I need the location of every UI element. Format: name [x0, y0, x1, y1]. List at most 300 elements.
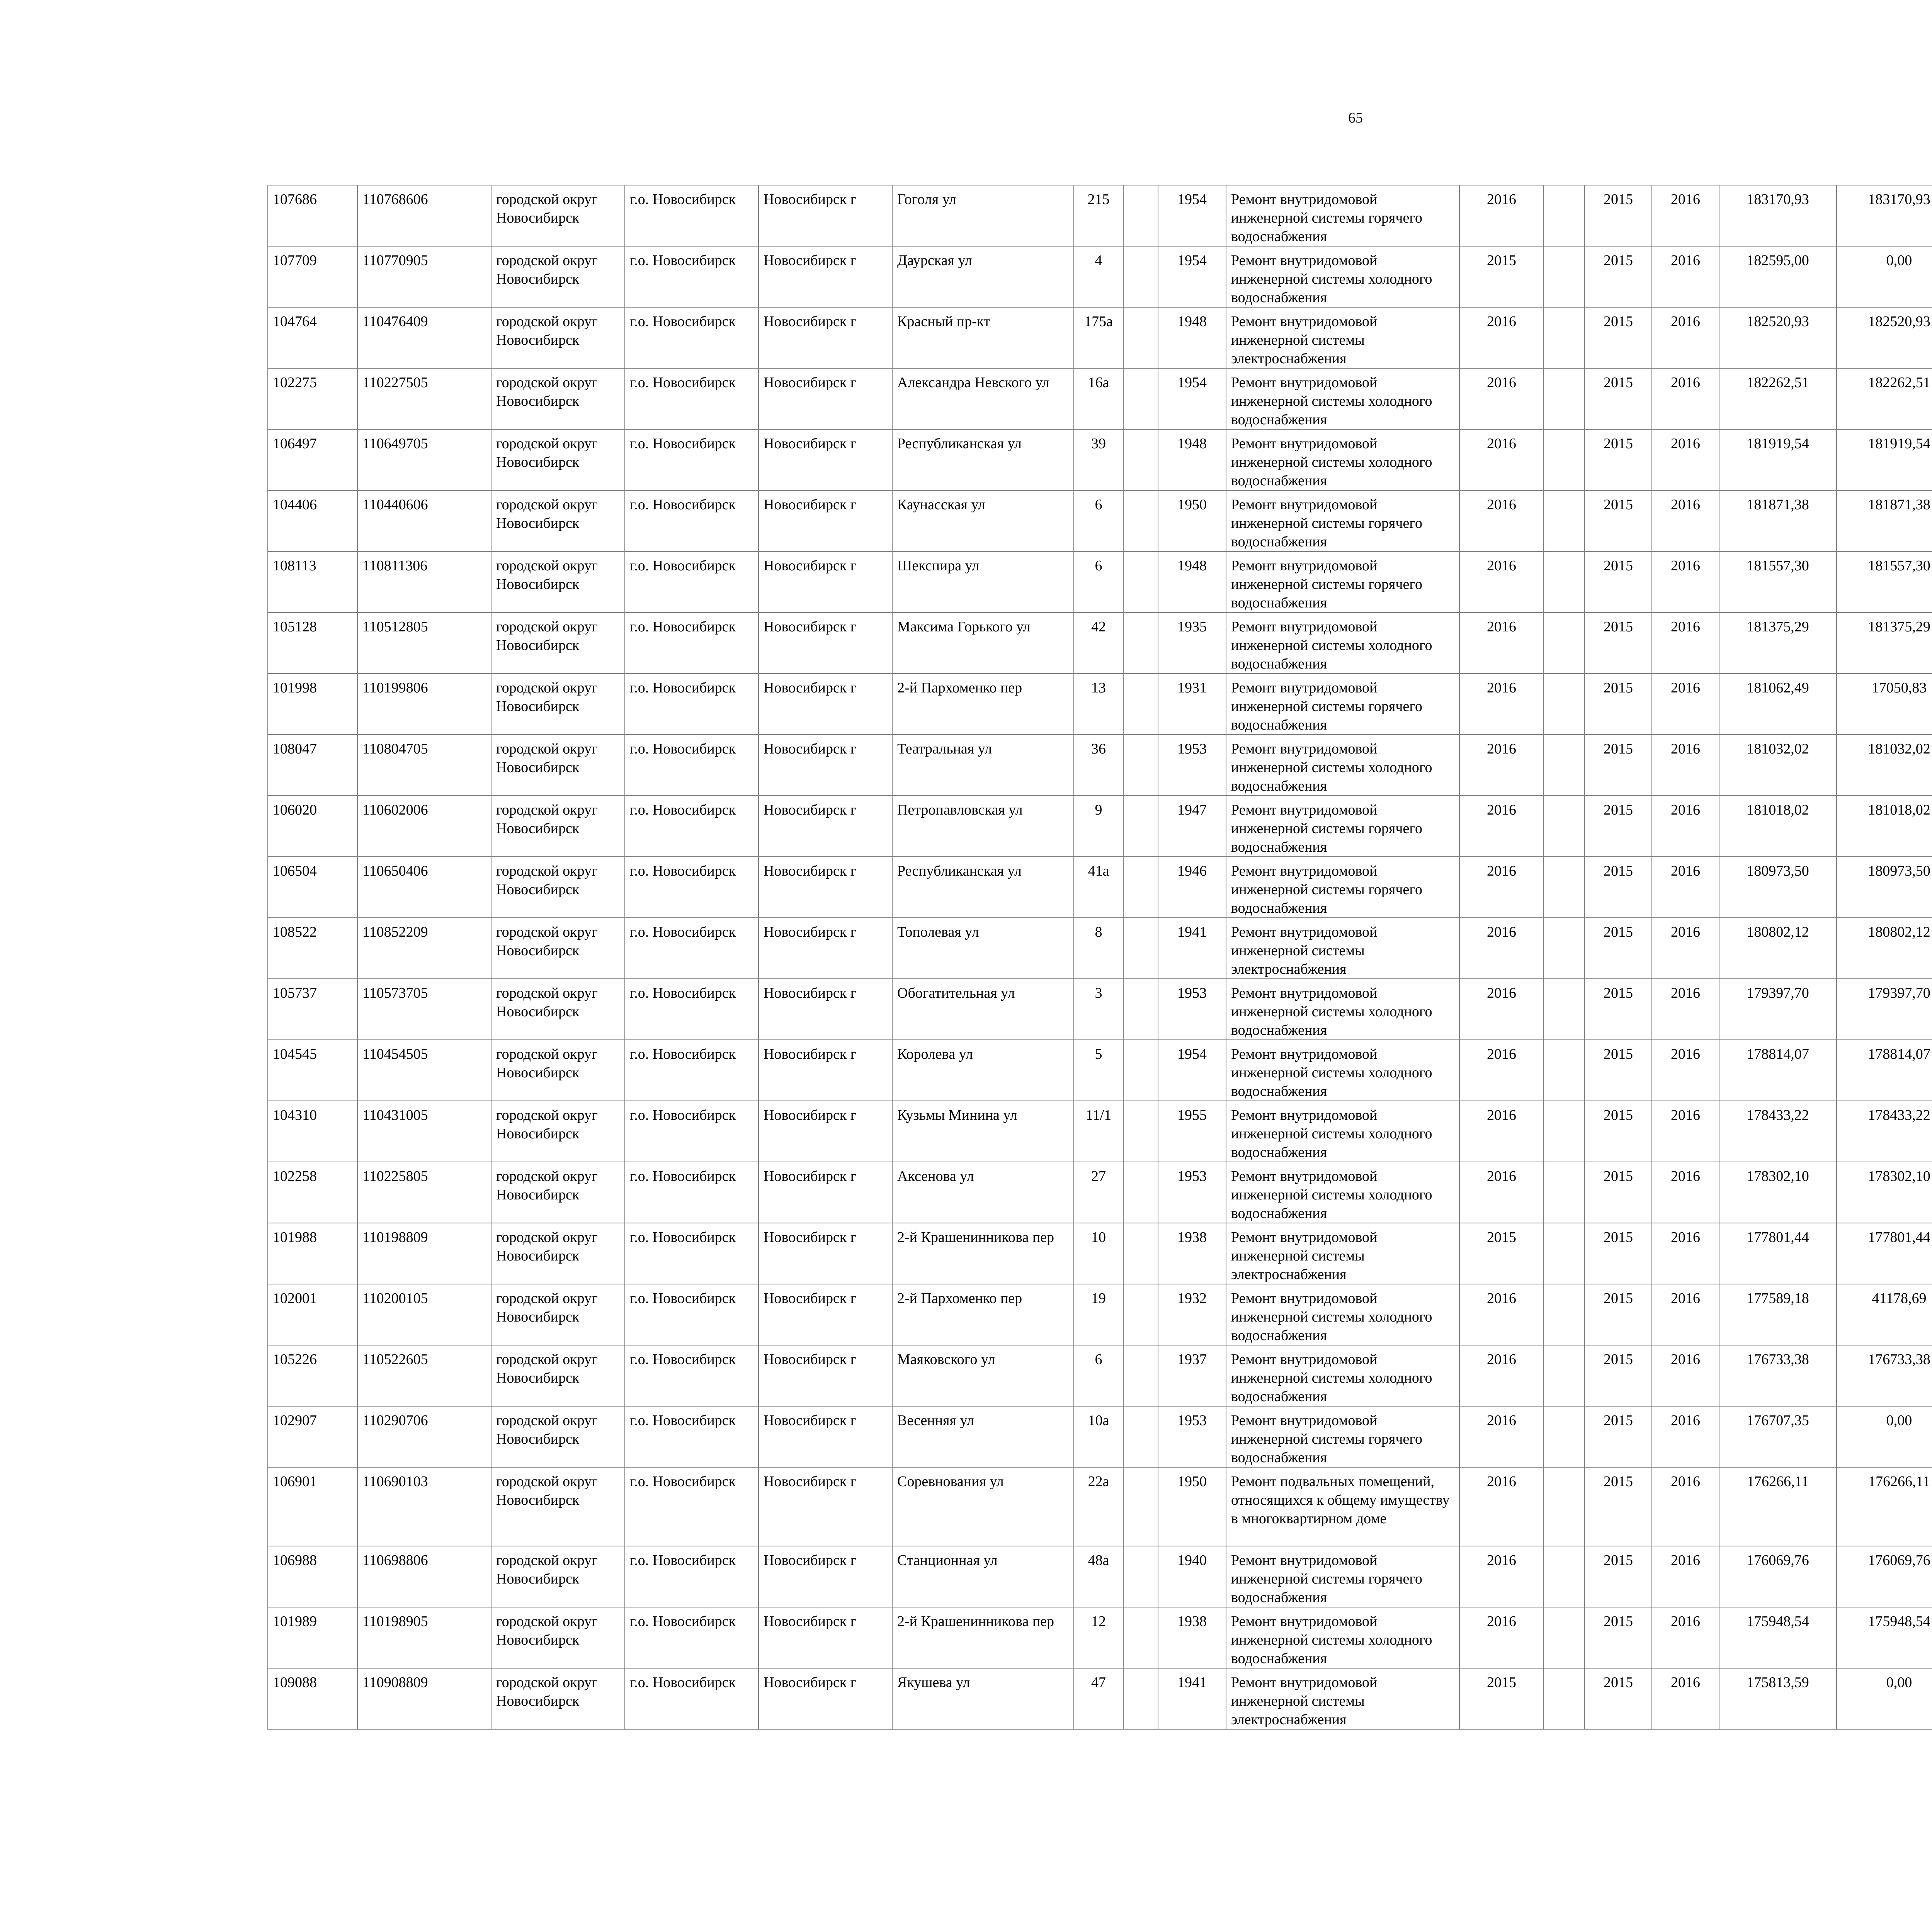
cell-fund-a: 177801,44	[1837, 1223, 1932, 1284]
cell-year-to: 2016	[1652, 796, 1719, 857]
cell-blank-column	[1123, 796, 1158, 857]
cell-total-cost: 176069,76	[1719, 1546, 1837, 1607]
cell-record-id: 107686	[268, 185, 357, 246]
cell-year-built: 1948	[1158, 307, 1226, 368]
cell-street: Республиканская ул	[892, 857, 1074, 918]
cell-year-to: 2016	[1652, 735, 1719, 796]
cell-work-type: Ремонт внутридомовой инженерной системы холодного водоснабжения	[1226, 612, 1459, 674]
cell-locality: Новосибирск г	[759, 1284, 892, 1345]
cell-locality: Новосибирск г	[759, 1546, 892, 1607]
cell-house-number: 22а	[1074, 1467, 1123, 1546]
cell-total-cost: 176707,35	[1719, 1406, 1837, 1467]
cell-house-code: 110440606	[357, 490, 491, 551]
table-row	[268, 612, 1932, 674]
cell-year-from: 2015	[1585, 1668, 1652, 1729]
cell-district: городской округ Новосибирск	[491, 307, 625, 368]
cell-house-number: 27	[1074, 1162, 1123, 1223]
cell-year-to: 2016	[1652, 918, 1719, 979]
cell-year-to: 2016	[1652, 551, 1719, 612]
cell-record-id: 102258	[268, 1162, 357, 1223]
cell-total-cost: 182520,93	[1719, 307, 1837, 368]
cell-fund-a: 179397,70	[1837, 979, 1932, 1040]
cell-district: городской округ Новосибирск	[491, 1345, 625, 1406]
cell-record-id: 108522	[268, 918, 357, 979]
cell-year-from: 2015	[1585, 185, 1652, 246]
cell-blank-column	[1123, 551, 1158, 612]
cell-blank-column	[1544, 551, 1585, 612]
table-row	[268, 857, 1932, 918]
cell-year-built: 1941	[1158, 1668, 1226, 1729]
cell-plan-year: 2016	[1459, 368, 1544, 429]
cell-municipality: г.о. Новосибирск	[625, 1040, 759, 1101]
cell-fund-a: 183170,93	[1837, 185, 1932, 246]
cell-district: городской округ Новосибирск	[491, 796, 625, 857]
cell-house-number: 16а	[1074, 368, 1123, 429]
cell-house-number: 41а	[1074, 857, 1123, 918]
cell-blank-column	[1544, 1223, 1585, 1284]
cell-district: городской округ Новосибирск	[491, 1223, 625, 1284]
cell-blank-column	[1123, 1406, 1158, 1467]
cell-blank-column	[1123, 307, 1158, 368]
cell-total-cost: 177589,18	[1719, 1284, 1837, 1345]
cell-fund-a: 17050,83	[1837, 674, 1932, 735]
cell-blank-column	[1123, 185, 1158, 246]
table-row	[268, 551, 1932, 612]
cell-record-id: 105128	[268, 612, 357, 674]
cell-fund-a: 181032,02	[1837, 735, 1932, 796]
cell-record-id: 108047	[268, 735, 357, 796]
cell-blank-column	[1544, 246, 1585, 307]
cell-year-built: 1954	[1158, 1040, 1226, 1101]
cell-year-to: 2016	[1652, 857, 1719, 918]
cell-municipality: г.о. Новосибирск	[625, 185, 759, 246]
cell-year-from: 2015	[1585, 307, 1652, 368]
cell-blank-column	[1544, 185, 1585, 246]
cell-municipality: г.о. Новосибирск	[625, 674, 759, 735]
cell-street: 2-й Крашенинникова пер	[892, 1607, 1074, 1668]
cell-year-from: 2015	[1585, 1284, 1652, 1345]
cell-house-number: 8	[1074, 918, 1123, 979]
cell-work-type: Ремонт внутридомовой инженерной системы электроснабжения	[1226, 307, 1459, 368]
cell-plan-year: 2016	[1459, 1467, 1544, 1546]
cell-locality: Новосибирск г	[759, 307, 892, 368]
cell-street: Маяковского ул	[892, 1345, 1074, 1406]
cell-street: Театральная ул	[892, 735, 1074, 796]
cell-street: Каунасская ул	[892, 490, 1074, 551]
cell-plan-year: 2016	[1459, 674, 1544, 735]
cell-year-to: 2016	[1652, 1162, 1719, 1223]
cell-year-from: 2015	[1585, 490, 1652, 551]
cell-blank-column	[1544, 1406, 1585, 1467]
cell-house-number: 47	[1074, 1668, 1123, 1729]
cell-house-number: 3	[1074, 979, 1123, 1040]
cell-year-from: 2015	[1585, 246, 1652, 307]
cell-blank-column	[1123, 1345, 1158, 1406]
table-row	[268, 185, 1932, 246]
cell-record-id: 106988	[268, 1546, 357, 1607]
cell-locality: Новосибирск г	[759, 1406, 892, 1467]
cell-work-type: Ремонт внутридомовой инженерной системы электроснабжения	[1226, 1223, 1459, 1284]
cell-district: городской округ Новосибирск	[491, 1162, 625, 1223]
cell-work-type: Ремонт внутридомовой инженерной системы холодного водоснабжения	[1226, 1101, 1459, 1162]
cell-fund-a: 182520,93	[1837, 307, 1932, 368]
cell-year-from: 2015	[1585, 735, 1652, 796]
cell-total-cost: 178814,07	[1719, 1040, 1837, 1101]
cell-total-cost: 181557,30	[1719, 551, 1837, 612]
cell-house-code: 110198905	[357, 1607, 491, 1668]
cell-house-number: 6	[1074, 1345, 1123, 1406]
cell-fund-a: 182262,51	[1837, 368, 1932, 429]
cell-year-built: 1953	[1158, 735, 1226, 796]
cell-locality: Новосибирск г	[759, 612, 892, 674]
cell-year-from: 2015	[1585, 1162, 1652, 1223]
cell-fund-a: 178302,10	[1837, 1162, 1932, 1223]
cell-total-cost: 176733,38	[1719, 1345, 1837, 1406]
cell-municipality: г.о. Новосибирск	[625, 307, 759, 368]
cell-house-number: 42	[1074, 612, 1123, 674]
cell-municipality: г.о. Новосибирск	[625, 1284, 759, 1345]
cell-year-to: 2016	[1652, 1345, 1719, 1406]
cell-fund-a: 181375,29	[1837, 612, 1932, 674]
cell-record-id: 101998	[268, 674, 357, 735]
cell-district: городской округ Новосибирск	[491, 551, 625, 612]
cell-locality: Новосибирск г	[759, 1467, 892, 1546]
cell-street: 2-й Пархоменко пер	[892, 1284, 1074, 1345]
cell-locality: Новосибирск г	[759, 246, 892, 307]
cell-plan-year: 2016	[1459, 857, 1544, 918]
cell-work-type: Ремонт внутридомовой инженерной системы горячего водоснабжения	[1226, 551, 1459, 612]
cell-street: Весенняя ул	[892, 1406, 1074, 1467]
cell-year-to: 2016	[1652, 1101, 1719, 1162]
cell-locality: Новосибирск г	[759, 1040, 892, 1101]
cell-house-code: 110522605	[357, 1345, 491, 1406]
cell-house-number: 5	[1074, 1040, 1123, 1101]
cell-municipality: г.о. Новосибирск	[625, 796, 759, 857]
cell-house-number: 10	[1074, 1223, 1123, 1284]
cell-municipality: г.о. Новосибирск	[625, 1162, 759, 1223]
cell-municipality: г.о. Новосибирск	[625, 918, 759, 979]
cell-locality: Новосибирск г	[759, 1607, 892, 1668]
cell-year-from: 2015	[1585, 857, 1652, 918]
cell-record-id: 109088	[268, 1668, 357, 1729]
cell-year-built: 1948	[1158, 429, 1226, 490]
table-row	[268, 1467, 1932, 1546]
cell-record-id: 106497	[268, 429, 357, 490]
cell-blank-column	[1544, 490, 1585, 551]
cell-work-type: Ремонт внутридомовой инженерной системы холодного водоснабжения	[1226, 1284, 1459, 1345]
cell-house-code: 110290706	[357, 1406, 491, 1467]
cell-house-code: 110198809	[357, 1223, 491, 1284]
cell-district: городской округ Новосибирск	[491, 429, 625, 490]
cell-blank-column	[1123, 857, 1158, 918]
cell-district: городской округ Новосибирск	[491, 857, 625, 918]
cell-record-id: 104545	[268, 1040, 357, 1101]
cell-plan-year: 2016	[1459, 1040, 1544, 1101]
cell-blank-column	[1544, 1040, 1585, 1101]
cell-total-cost: 181919,54	[1719, 429, 1837, 490]
cell-record-id: 106020	[268, 796, 357, 857]
cell-fund-a: 176069,76	[1837, 1546, 1932, 1607]
cell-work-type: Ремонт внутридомовой инженерной системы горячего водоснабжения	[1226, 185, 1459, 246]
cell-blank-column	[1544, 612, 1585, 674]
table-row	[268, 918, 1932, 979]
cell-street: 2-й Крашенинникова пер	[892, 1223, 1074, 1284]
cell-plan-year: 2016	[1459, 490, 1544, 551]
cell-year-to: 2016	[1652, 307, 1719, 368]
table-row	[268, 1040, 1932, 1101]
cell-locality: Новосибирск г	[759, 1345, 892, 1406]
cell-year-to: 2016	[1652, 1467, 1719, 1546]
cell-year-from: 2015	[1585, 1040, 1652, 1101]
cell-blank-column	[1123, 368, 1158, 429]
cell-fund-a: 176733,38	[1837, 1345, 1932, 1406]
cell-house-code: 110770905	[357, 246, 491, 307]
cell-locality: Новосибирск г	[759, 1162, 892, 1223]
cell-house-number: 6	[1074, 490, 1123, 551]
cell-total-cost: 180973,50	[1719, 857, 1837, 918]
cell-locality: Новосибирск г	[759, 1668, 892, 1729]
cell-blank-column	[1123, 735, 1158, 796]
cell-house-code: 110573705	[357, 979, 491, 1040]
cell-house-number: 48а	[1074, 1546, 1123, 1607]
cell-blank-column	[1123, 490, 1158, 551]
cell-year-to: 2016	[1652, 979, 1719, 1040]
cell-blank-column	[1544, 918, 1585, 979]
cell-year-built: 1954	[1158, 185, 1226, 246]
table-row	[268, 1546, 1932, 1607]
cell-house-code: 110768606	[357, 185, 491, 246]
cell-house-code: 110602006	[357, 796, 491, 857]
cell-district: городской округ Новосибирск	[491, 1101, 625, 1162]
cell-street: Александра Невского ул	[892, 368, 1074, 429]
cell-street: Станционная ул	[892, 1546, 1074, 1607]
cell-fund-a: 181557,30	[1837, 551, 1932, 612]
cell-district: городской округ Новосибирск	[491, 185, 625, 246]
table-row	[268, 1345, 1932, 1406]
cell-municipality: г.о. Новосибирск	[625, 1668, 759, 1729]
cell-total-cost: 175948,54	[1719, 1607, 1837, 1668]
cell-blank-column	[1544, 1101, 1585, 1162]
cell-blank-column	[1544, 735, 1585, 796]
cell-plan-year: 2016	[1459, 979, 1544, 1040]
cell-municipality: г.о. Новосибирск	[625, 1406, 759, 1467]
table-row	[268, 1223, 1932, 1284]
cell-district: городской округ Новосибирск	[491, 368, 625, 429]
cell-house-number: 6	[1074, 551, 1123, 612]
cell-record-id: 104764	[268, 307, 357, 368]
cell-district: городской округ Новосибирск	[491, 1467, 625, 1546]
cell-total-cost: 181018,02	[1719, 796, 1837, 857]
cell-house-code: 110200105	[357, 1284, 491, 1345]
cell-blank-column	[1123, 1607, 1158, 1668]
cell-blank-column	[1123, 1101, 1158, 1162]
cell-fund-a: 176266,11	[1837, 1467, 1932, 1546]
cell-year-from: 2015	[1585, 1223, 1652, 1284]
cell-total-cost: 179397,70	[1719, 979, 1837, 1040]
cell-district: городской округ Новосибирск	[491, 612, 625, 674]
cell-plan-year: 2015	[1459, 246, 1544, 307]
cell-year-from: 2015	[1585, 1607, 1652, 1668]
cell-plan-year: 2015	[1459, 1668, 1544, 1729]
cell-work-type: Ремонт внутридомовой инженерной системы холодного водоснабжения	[1226, 1040, 1459, 1101]
cell-total-cost: 178433,22	[1719, 1101, 1837, 1162]
cell-street: Обогатительная ул	[892, 979, 1074, 1040]
table-row	[268, 246, 1932, 307]
cell-plan-year: 2016	[1459, 1406, 1544, 1467]
cell-municipality: г.о. Новосибирск	[625, 735, 759, 796]
cell-locality: Новосибирск г	[759, 918, 892, 979]
cell-work-type: Ремонт подвальных помещений, относящихся к общему имуществу в многоквартирном доме	[1226, 1467, 1459, 1546]
cell-blank-column	[1544, 1607, 1585, 1668]
cell-work-type: Ремонт внутридомовой инженерной системы холодного водоснабжения	[1226, 368, 1459, 429]
cell-year-from: 2015	[1585, 1546, 1652, 1607]
cell-fund-a: 0,00	[1837, 246, 1932, 307]
cell-locality: Новосибирск г	[759, 429, 892, 490]
cell-house-code: 110227505	[357, 368, 491, 429]
cell-record-id: 102001	[268, 1284, 357, 1345]
cell-year-to: 2016	[1652, 246, 1719, 307]
cell-year-from: 2015	[1585, 918, 1652, 979]
cell-house-code: 110698806	[357, 1546, 491, 1607]
cell-house-number: 36	[1074, 735, 1123, 796]
cell-blank-column	[1544, 368, 1585, 429]
table-row	[268, 1101, 1932, 1162]
cell-district: городской округ Новосибирск	[491, 246, 625, 307]
cell-house-number: 39	[1074, 429, 1123, 490]
cell-house-code: 110649705	[357, 429, 491, 490]
cell-total-cost: 177801,44	[1719, 1223, 1837, 1284]
cell-plan-year: 2016	[1459, 429, 1544, 490]
cell-house-code: 110690103	[357, 1467, 491, 1546]
cell-plan-year: 2016	[1459, 1284, 1544, 1345]
cell-fund-a: 181871,38	[1837, 490, 1932, 551]
cell-year-to: 2016	[1652, 1607, 1719, 1668]
cell-district: городской округ Новосибирск	[491, 1668, 625, 1729]
cell-blank-column	[1123, 1467, 1158, 1546]
cell-blank-column	[1123, 612, 1158, 674]
cell-house-code: 110811306	[357, 551, 491, 612]
cell-year-built: 1950	[1158, 490, 1226, 551]
cell-street: Тополевая ул	[892, 918, 1074, 979]
cell-year-built: 1931	[1158, 674, 1226, 735]
cell-total-cost: 182262,51	[1719, 368, 1837, 429]
cell-year-built: 1940	[1158, 1546, 1226, 1607]
cell-street: Красный пр-кт	[892, 307, 1074, 368]
cell-blank-column	[1544, 796, 1585, 857]
table-row	[268, 979, 1932, 1040]
cell-year-from: 2015	[1585, 1406, 1652, 1467]
cell-plan-year: 2016	[1459, 796, 1544, 857]
cell-year-built: 1946	[1158, 857, 1226, 918]
table-row	[268, 796, 1932, 857]
cell-year-to: 2016	[1652, 429, 1719, 490]
cell-total-cost: 176266,11	[1719, 1467, 1837, 1546]
cell-year-from: 2015	[1585, 1101, 1652, 1162]
table-row	[268, 1284, 1932, 1345]
table-row	[268, 307, 1932, 368]
cell-year-to: 2016	[1652, 1406, 1719, 1467]
cell-district: городской округ Новосибирск	[491, 1406, 625, 1467]
cell-municipality: г.о. Новосибирск	[625, 1607, 759, 1668]
cell-blank-column	[1544, 307, 1585, 368]
cell-record-id: 104406	[268, 490, 357, 551]
cell-street: Петропавловская ул	[892, 796, 1074, 857]
cell-record-id: 106504	[268, 857, 357, 918]
cell-work-type: Ремонт внутридомовой инженерной системы холодного водоснабжения	[1226, 429, 1459, 490]
cell-locality: Новосибирск г	[759, 490, 892, 551]
table-row	[268, 490, 1932, 551]
cell-year-to: 2016	[1652, 612, 1719, 674]
cell-year-to: 2016	[1652, 490, 1719, 551]
cell-blank-column	[1544, 1467, 1585, 1546]
cell-record-id: 102907	[268, 1406, 357, 1467]
cell-municipality: г.о. Новосибирск	[625, 246, 759, 307]
cell-year-from: 2015	[1585, 979, 1652, 1040]
cell-municipality: г.о. Новосибирск	[625, 1345, 759, 1406]
cell-locality: Новосибирск г	[759, 796, 892, 857]
cell-year-from: 2015	[1585, 1467, 1652, 1546]
cell-house-number: 11/1	[1074, 1101, 1123, 1162]
cell-record-id: 104310	[268, 1101, 357, 1162]
cell-blank-column	[1123, 674, 1158, 735]
cell-house-code: 110431005	[357, 1101, 491, 1162]
cell-fund-a: 181919,54	[1837, 429, 1932, 490]
cell-record-id: 101989	[268, 1607, 357, 1668]
register-body	[268, 185, 1932, 1729]
cell-fund-a: 180802,12	[1837, 918, 1932, 979]
cell-total-cost: 175813,59	[1719, 1668, 1837, 1729]
cell-fund-a: 178433,22	[1837, 1101, 1932, 1162]
cell-plan-year: 2016	[1459, 612, 1544, 674]
cell-street: Республиканская ул	[892, 429, 1074, 490]
cell-house-code: 110804705	[357, 735, 491, 796]
cell-municipality: г.о. Новосибирск	[625, 490, 759, 551]
cell-house-number: 19	[1074, 1284, 1123, 1345]
cell-blank-column	[1544, 674, 1585, 735]
cell-locality: Новосибирск г	[759, 735, 892, 796]
cell-year-to: 2016	[1652, 185, 1719, 246]
cell-work-type: Ремонт внутридомовой инженерной системы электроснабжения	[1226, 918, 1459, 979]
cell-year-to: 2016	[1652, 1284, 1719, 1345]
cell-plan-year: 2015	[1459, 1223, 1544, 1284]
cell-house-code: 110476409	[357, 307, 491, 368]
cell-blank-column	[1123, 1223, 1158, 1284]
table-row	[268, 368, 1932, 429]
cell-district: городской округ Новосибирск	[491, 1040, 625, 1101]
cell-plan-year: 2016	[1459, 551, 1544, 612]
cell-street: Гоголя ул	[892, 185, 1074, 246]
cell-blank-column	[1544, 429, 1585, 490]
cell-year-built: 1954	[1158, 246, 1226, 307]
cell-street: Королева ул	[892, 1040, 1074, 1101]
cell-street: Аксенова ул	[892, 1162, 1074, 1223]
cell-municipality: г.о. Новосибирск	[625, 551, 759, 612]
cell-street: 2-й Пархоменко пер	[892, 674, 1074, 735]
cell-blank-column	[1123, 429, 1158, 490]
cell-plan-year: 2016	[1459, 1162, 1544, 1223]
cell-locality: Новосибирск г	[759, 1101, 892, 1162]
cell-street: Кузьмы Минина ул	[892, 1101, 1074, 1162]
table-row	[268, 1162, 1932, 1223]
cell-plan-year: 2016	[1459, 307, 1544, 368]
cell-municipality: г.о. Новосибирск	[625, 368, 759, 429]
cell-work-type: Ремонт внутридомовой инженерной системы холодного водоснабжения	[1226, 246, 1459, 307]
cell-locality: Новосибирск г	[759, 979, 892, 1040]
cell-year-built: 1953	[1158, 1406, 1226, 1467]
cell-total-cost: 181871,38	[1719, 490, 1837, 551]
cell-municipality: г.о. Новосибирск	[625, 1223, 759, 1284]
cell-record-id: 105737	[268, 979, 357, 1040]
